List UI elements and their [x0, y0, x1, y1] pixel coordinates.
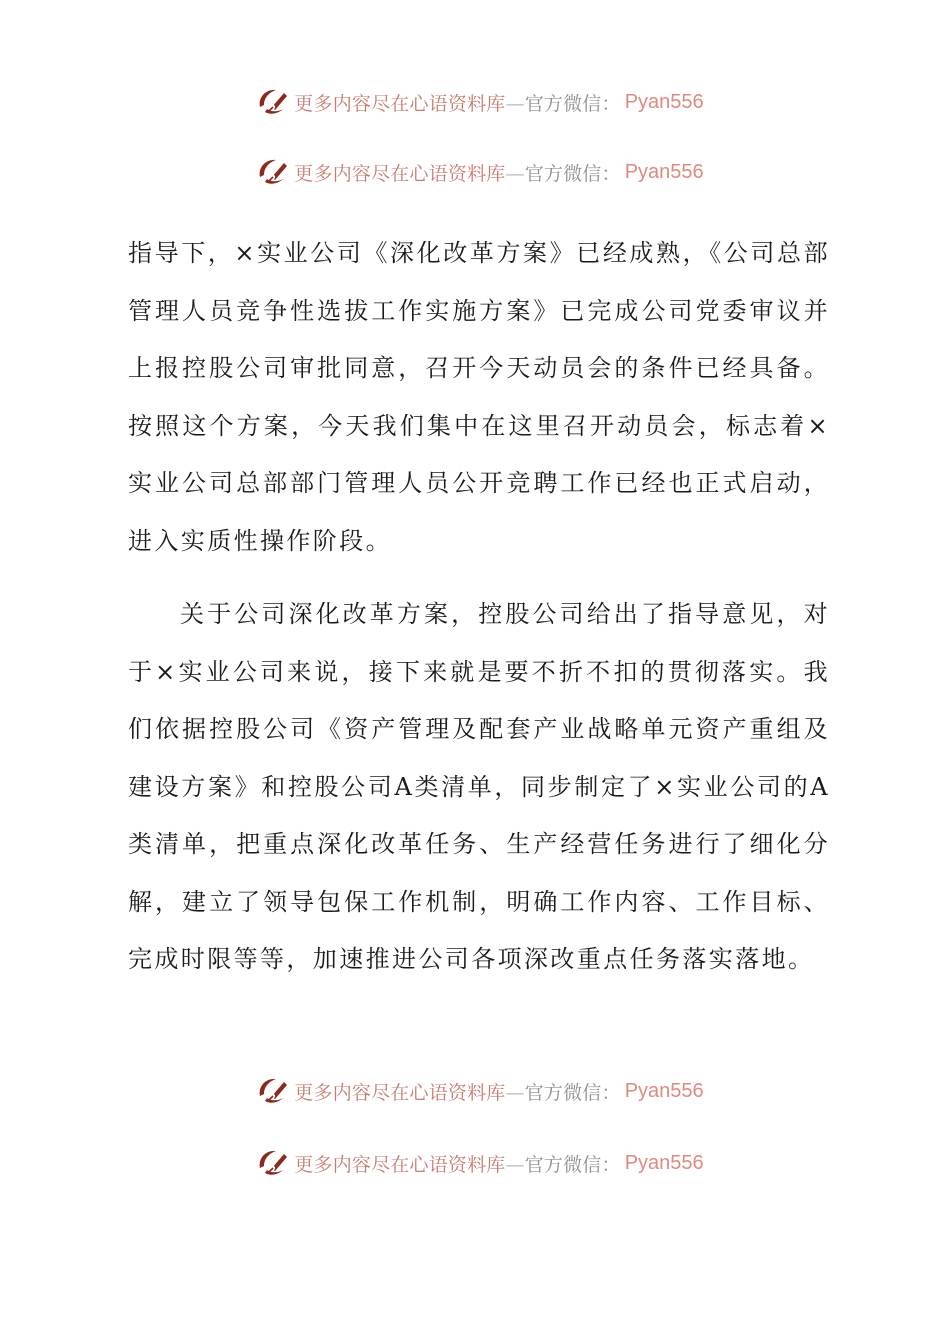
watermark-content: [256, 85, 703, 119]
pen-nib-icon: [256, 1146, 290, 1180]
pen-nib-icon: [256, 155, 290, 189]
watermark-brand-text: 更多内容尽在心语资料库—官方微信：: [294, 1153, 621, 1176]
watermark-banner: [0, 82, 950, 122]
pen-nib-icon: [256, 1074, 290, 1108]
watermark-banner: [0, 152, 950, 192]
watermark-content: [256, 1146, 703, 1180]
body-paragraph: 指导下，×实业公司《深化改革方案》已经成熟，《公司总部管理人员竞争性选拔工作实施方案》已完成公司党委审议并上报控股公司审批同意，召开今天动员会的条件已经具备。按照这个方案，今天我们集中在这里召开动员会，标志着×实业公司总部部门管理人员公开竞聘工作已经也正式启动，进入实质性操作阶段。: [128, 239, 830, 555]
body-paragraph: 关于公司深化改革方案，控股公司给出了指导意见，对于×实业公司来说，接下来就是要不折不扣的贯彻落实。我们依据控股公司《资产管理及配套产业战略单元资产重组及建设方案》和控股公司A类清单，同步制定了×实业公司的A类清单，把重点深化改革任务、生产经营任务进行了细化分解，建立了领导包保工作机制，明确工作内容、工作目标、完成时限等等，加速推进公司各项深改重点任务落实落地。: [128, 600, 830, 973]
watermark-banner: [0, 1071, 950, 1111]
watermark-wechat-id: Pyan556: [624, 1151, 704, 1174]
watermark-brand-text: 更多内容尽在心语资料库—官方微信：: [294, 162, 621, 185]
watermark-banner: [0, 1143, 950, 1183]
watermark-brand-text: 更多内容尽在心语资料库—官方微信：: [294, 92, 621, 115]
watermark-wechat-id: Pyan556: [624, 1079, 704, 1102]
watermark-content: [256, 1074, 703, 1108]
watermark-brand-text: 更多内容尽在心语资料库—官方微信：: [294, 1081, 621, 1104]
watermark-content: [256, 155, 703, 189]
pen-nib-icon: [256, 85, 290, 119]
watermark-wechat-id: Pyan556: [624, 90, 704, 113]
watermark-wechat-id: Pyan556: [624, 160, 704, 183]
